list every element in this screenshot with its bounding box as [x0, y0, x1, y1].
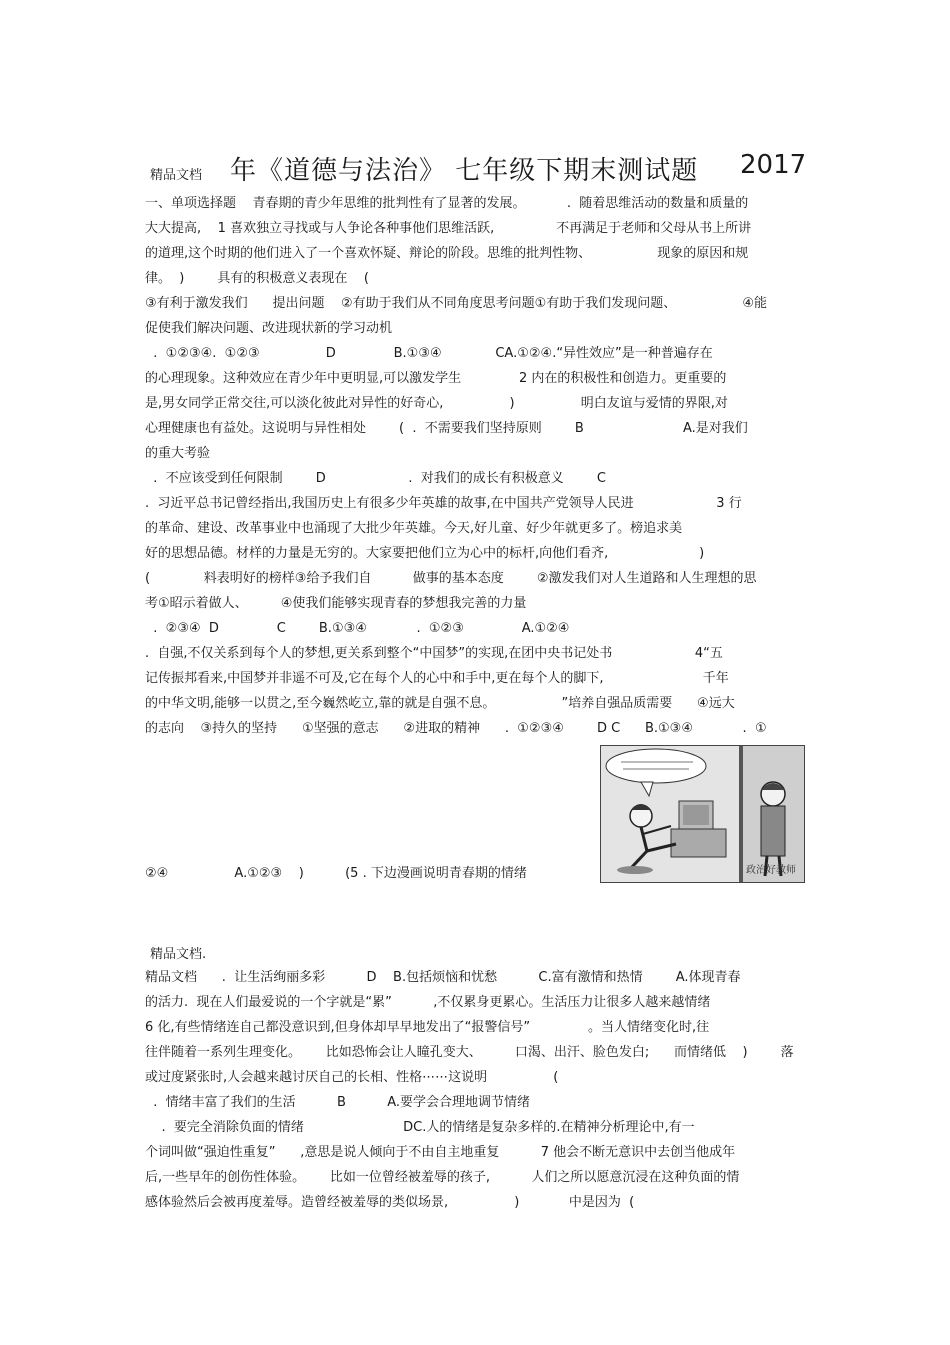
cartoon-watermark: 政治好教师 [746, 865, 796, 876]
text-line: 的活力. 现在人们最爱说的一个字就是“累” ,不仅累身更累心。生活压力让很多人越来越情绪 [145, 995, 711, 1010]
text-line: ③有利于激发我们 提出问题 ②有助于我们从不同角度思考问题①有助于我们发现问题、 ④能 [145, 296, 768, 311]
text-line: . 情绪丰富了我们的生活 B A.要学会合理地调节情绪 [145, 1095, 531, 1110]
text-line: 大大提高, 1 喜欢独立寻找或与人争论各种事他们思维活跃, 不再满足于老师和父母从书上所讲 [145, 221, 752, 236]
text-line: 精品文档 . 让生活绚丽多彩 D B.包括烦恼和忧愁 C.富有激情和热情 A.体现青春 [145, 970, 741, 985]
text-line: 的志向 ③持久的坚持 ①坚强的意志 ②进取的精神 . ①②③④ D C B.①③④ . ① [145, 721, 767, 736]
header-small-label: 精品文档 [150, 168, 203, 183]
page-title: 年《道德与法治》 七年级下期末测试题 [230, 156, 699, 186]
text-line: 6 化,有些情绪连自己都没意识到,但身体却早早地发出了“报警信号” 。当人情绪变化时,往 [145, 1020, 710, 1035]
text-line: 律。 ) 具有的积极意义表现在 ( [145, 271, 369, 286]
text-line: . 要完全消除负面的情绪 DC.人的情绪是复杂多样的.在精神分析理论中,有一 [145, 1120, 695, 1135]
text-line: 感体验然后会被再度羞辱。造曾经被羞辱的类似场景, ) 中是因为 ( [145, 1195, 635, 1210]
text-line: 的心理现象。这种效应在青少年中更明显,可以激发学生 2 内在的积极性和创造力。更重要的 [145, 371, 727, 386]
text-line: 好的思想品德。材样的力量是无穷的。大家要把他们立为心中的标杆,向他们看齐, ) [145, 546, 705, 561]
cartoon-image [600, 745, 805, 883]
text-line: 的重大考验 [145, 446, 211, 461]
text-line: 一、单项选择题 青春期的青少年思维的批判性有了显著的发展。 . 随着思维活动的数量和质量的 [145, 196, 749, 211]
text-line: . ①②③④. ①②③ D B.①③④ CA.①②④.“异性效应”是一种普遍存在 [145, 346, 713, 361]
text-line: 的道理,这个时期的他们进入了一个喜欢怀疑、辩论的阶段。思维的批判性物、 现象的原因和规 [145, 246, 749, 261]
text-line: 往伴随着一系列生理变化。 比如恐怖会让人瞳孔变大、 口渴、出汗、脸色发白; 而情绪低 ) 落 [145, 1045, 794, 1060]
text-line: 心理健康也有益处。这说明与异性相处 ( . 不需要我们坚持原则 B A.是对我们 [145, 421, 748, 436]
page-footer-label: 精品文档. [150, 947, 207, 962]
text-line: . 自强,不仅关系到每个人的梦想,更关系到整个“中国梦”的实现,在团中央书记处书 4“五 [145, 646, 723, 661]
text-line: 的革命、建设、改革事业中也涌现了大批少年英雄。今天,好儿童、好少年就更多了。榜追求美 [145, 521, 683, 536]
title-row [150, 150, 810, 190]
text-line: 促使我们解决问题、改进现状新的学习动机 [145, 321, 393, 336]
title-year: 2017 [740, 150, 807, 180]
text-line: 后,一些早年的创伤性体验。 比如一位曾经被羞辱的孩子, 人们之所以愿意沉浸在这种负面的情 [145, 1170, 740, 1185]
text-line: . 习近平总书记曾经指出,我国历史上有很多少年英雄的故事,在中国共产党领导人民进 3 行 [145, 496, 742, 511]
text-line: ( 料表明好的榜样③给予我们自 做事的基本态度 ②激发我们对人生道路和人生理想的思 [145, 571, 757, 586]
text-line: 或过度紧张时,人会越来越讨厌自己的长相、性格⋯⋯这说明 ( [145, 1070, 559, 1085]
question-5-line: ②④ A.①②③ ) (5 . 下边漫画说明青春期的情绪 [145, 866, 527, 881]
text-line: 是,男女同学正常交往,可以淡化彼此对异性的好奇心, ) 明白友谊与爱情的界限,对 [145, 396, 728, 411]
text-line: . ②③④ D C B.①③④ . ①②③ A.①②④ [145, 621, 570, 636]
text-line: 的中华文明,能够一以贯之,至今巍然屹立,靠的就是自强不息。 ”培养自强品质需要 ④远大 [145, 696, 735, 711]
text-line: 记传振邦看来,中国梦并非遥不可及,它在每个人的心中和手中,更在每个人的脚下, 千年 [145, 671, 729, 686]
text-line: 考①昭示着做人、 ④使我们能够实现青春的梦想我完善的力量 [145, 596, 527, 611]
text-line: . 不应该受到任何限制 D . 对我们的成长有积极意义 C [145, 471, 606, 486]
text-line: 个词叫做“强迫性重复” ,意思是说人倾向于不由自主地重复 7 他会不断无意识中去创当他成年 [145, 1145, 736, 1160]
